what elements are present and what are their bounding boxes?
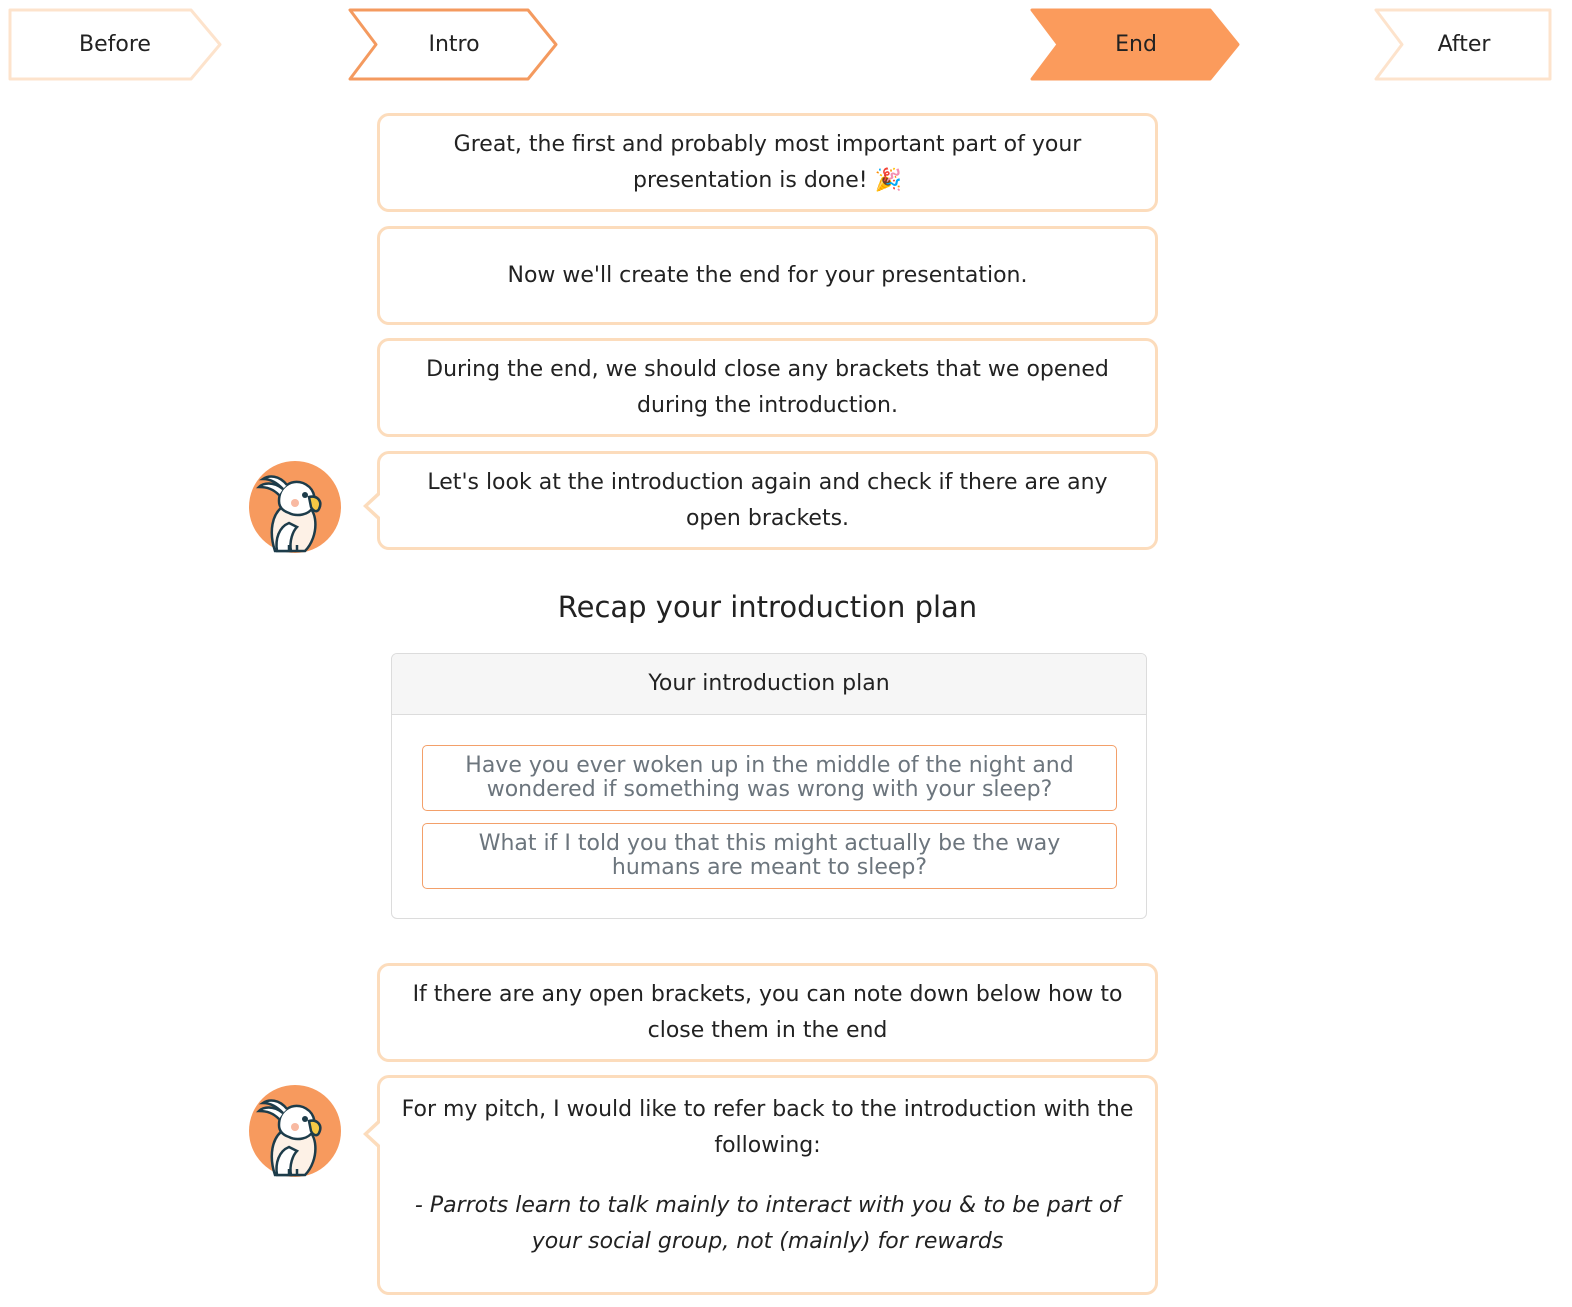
step-navigation: [0, 0, 1572, 90]
recap-title: Recap your introduction plan: [557, 590, 978, 624]
plan-item[interactable]: [422, 745, 1117, 811]
step-intro-label: Intro: [428, 32, 480, 57]
bubble-tail-inner: [368, 495, 380, 517]
introduction-plan-card: [391, 653, 1147, 919]
step-end[interactable]: [1030, 8, 1242, 81]
step-before-label: Before: [79, 32, 151, 57]
plan-item-text: Have you ever woken up in the middle of the night and wondered if something was wrong with your sleep?: [465, 753, 1074, 802]
step-after[interactable]: [1374, 8, 1554, 81]
plan-item[interactable]: [422, 823, 1117, 889]
message-text: Let's look at the introduction again and check if there are any open brackets.: [427, 469, 1108, 531]
step-before[interactable]: [8, 8, 224, 81]
pitch-intro-text: For my pitch, I would like to refer back to the introduction with the following:: [401, 1097, 1134, 1158]
message-bubble-with-avatar: [377, 451, 1158, 550]
parrot-icon: [249, 461, 341, 553]
plan-item-text: What if I told you that this might actually be the way humans are meant to sleep?: [478, 831, 1061, 880]
message-text: If there are any open brackets, you can note down below how to close them in the end: [412, 981, 1123, 1043]
step-end-label: End: [1115, 32, 1157, 57]
pitch-point-text: - Parrots learn to talk mainly to interact with you & to be part of your social group, not (mainly) for rewards: [414, 1193, 1121, 1254]
parrot-icon: [249, 1085, 341, 1177]
message-bubble: [377, 963, 1158, 1062]
message-text: Now we'll create the end for your presentation.: [507, 262, 1028, 288]
message-text: Great, the first and probably most important part of your presentation is done! 🎉: [453, 131, 1082, 193]
step-after-label: After: [1437, 32, 1491, 57]
bubble-tail-inner: [368, 1123, 380, 1145]
message-text: During the end, we should close any brackets that we opened during the introduction.: [426, 356, 1109, 418]
card-title: Your introduction plan: [392, 654, 1146, 715]
message-bubble: [377, 113, 1158, 212]
step-intro[interactable]: [348, 8, 560, 81]
message-bubble: [377, 338, 1158, 437]
pitch-input-bubble[interactable]: [377, 1075, 1158, 1295]
message-bubble: [377, 226, 1158, 325]
